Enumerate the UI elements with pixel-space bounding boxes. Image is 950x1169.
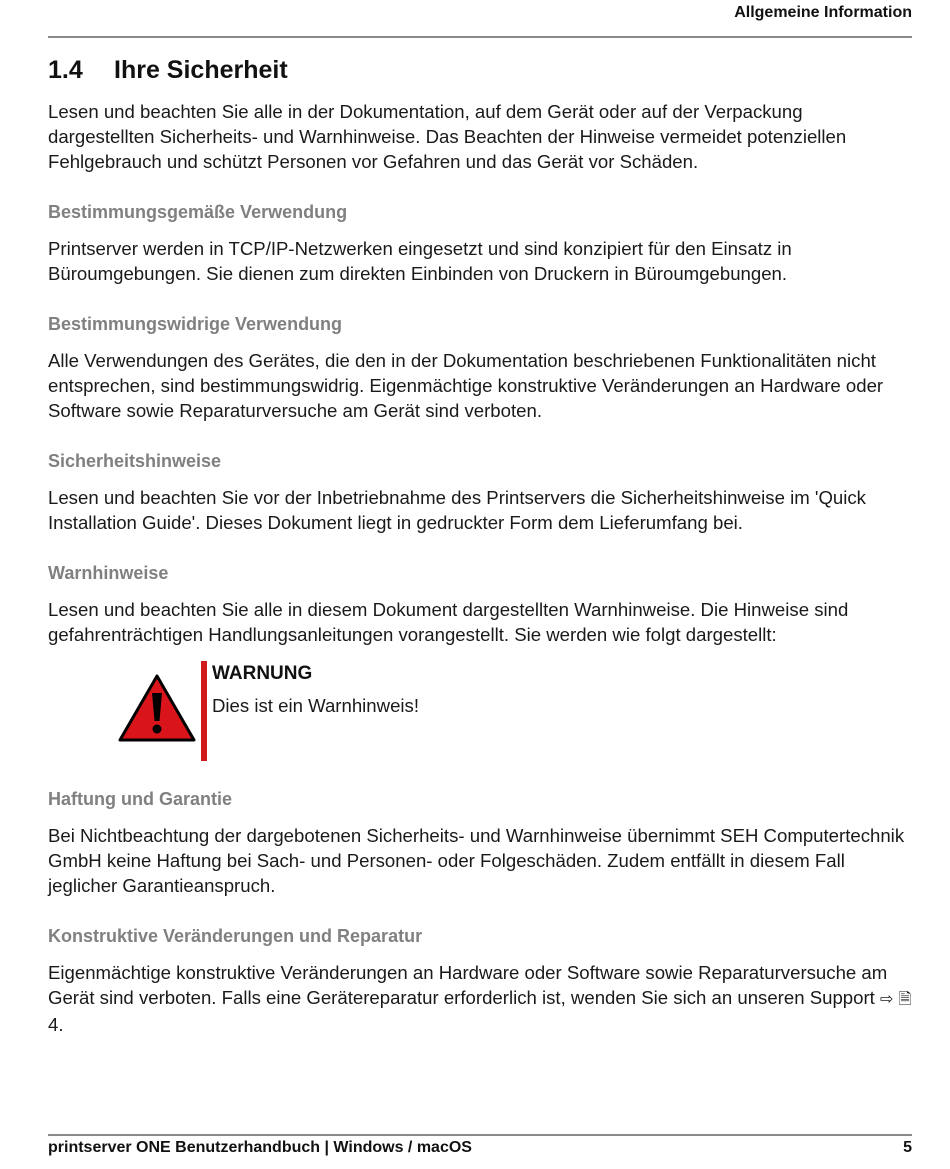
header-label: Allgemeine Information — [734, 4, 912, 21]
page-number: 5 — [903, 1139, 912, 1156]
section-title-text: Ihre Sicherheit — [114, 56, 288, 84]
heading-liability: Haftung und Garantie — [48, 789, 232, 809]
heading-warnings: Warnhinweise — [48, 563, 169, 583]
page-footer — [48, 1134, 912, 1166]
heading-intended-use: Bestimmungsgemäße Verwendung — [48, 202, 348, 222]
page-header — [48, 0, 912, 38]
warning-triangle-icon — [118, 673, 196, 743]
warning-text: Dies ist ein Warnhinweis! — [212, 695, 420, 716]
section-number: 1.4 — [48, 56, 83, 84]
warning-bar — [201, 661, 207, 761]
paragraph-modifications — [48, 960, 914, 1037]
document-icon: 🗎 — [898, 991, 912, 1008]
warning-title: WARNUNG — [212, 663, 313, 684]
heading-modifications: Konstruktive Veränderungen und Reparatur — [48, 926, 423, 946]
section-title — [48, 56, 914, 85]
paragraph-improper-use: Alle Verwendungen des Gerätes, die den in der Dokumentation beschriebenen Funktionalitäten nicht entsprechen, sind bestimmungswidrig. Eigenmächtige konstruktive Veränderungen an Hardware oder Software sowie Reparaturversuche am Gerät sind verboten. — [48, 350, 884, 421]
footer-title: printserver ONE Benutzerhandbuch | Windows / macOS — [48, 1139, 472, 1156]
paragraph-warnings: Lesen und beachten Sie alle in diesem Dokument dargestellten Warnhinweise. Die Hinweise sind gefahrenträchtigen Handlungsanleitungen vorangestellt. Sie werden wie folgt dargestellt: — [48, 599, 849, 645]
warning-box — [48, 661, 914, 761]
paragraph-intended-use: Printserver werden in TCP/IP-Netzwerken eingesetzt und sind konzipiert für den Einsatz in Büroumgebungen. Sie dienen zum direkten Einbinden von Druckern in Büroumgebungen. — [48, 238, 792, 284]
heading-safety-notes: Sicherheitshinweise — [48, 451, 222, 471]
intro-paragraph: Lesen und beachten Sie alle in der Dokumentation, auf dem Gerät oder auf der Verpackung dargestellten Sicherheits- und Warnhinweise. Das Beachten der Hinweise vermeidet potenziellen Fehlgebrauch und schützt Personen vor Gefahren und das Gerät vor Schäden. — [48, 101, 847, 172]
paragraph-safety-notes: Lesen und beachten Sie vor der Inbetriebnahme des Printservers die Sicherheitshinweise im 'Quick Installation Guide'. Dieses Dokument liegt in gedruckter Form dem Lieferumfang bei. — [48, 487, 866, 533]
page-reference-link[interactable]: 4 — [48, 1014, 59, 1035]
paragraph-end-punctuation: . — [58, 1014, 64, 1035]
page-content — [48, 56, 914, 1037]
paragraph-liability: Bei Nichtbeachtung der dargebotenen Sicherheits- und Warnhinweise übernimmt SEH Computertechnik GmbH keine Haftung bei Sach- und Personen- oder Folgeschäden. Zudem entfällt in diesem Fall jeglicher Garantieanspruch. — [48, 825, 905, 896]
heading-improper-use: Bestimmungswidrige Verwendung — [48, 314, 343, 334]
reference-arrow-icon: ⇨ — [880, 991, 894, 1008]
paragraph-modifications-text: Eigenmächtige konstruktive Veränderungen an Hardware oder Software sowie Reparaturversuche am Gerät sind verboten. Falls eine Gerätereparatur erforderlich ist, wenden Sie sich an unseren Support — [48, 962, 888, 1008]
